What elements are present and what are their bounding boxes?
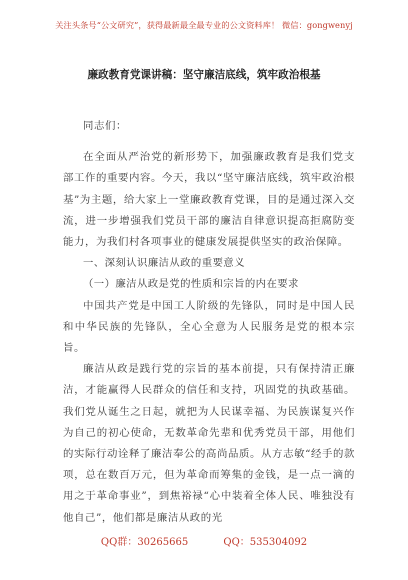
body-paragraph: 中国共产党是中国工人阶级的先锋队，同时是中国人民和中华民族的先锋队，全心全意为人民服务是党的根本宗旨。 [63,299,355,355]
document-title: 廉政教育党课讲稿：坚守廉洁底线，筑牢政治根基 [87,69,321,81]
promo-banner: 关注头条号“公文研究”，获得最新最全最专业的公文资料库！ 微信：gongwenyj [55,20,353,30]
subsection-heading: （一）廉洁从政是党的性质和宗旨的内在要求 [83,278,299,291]
intro-paragraph: 在全面从严治党的新形势下，加强廉政教育是我们党支部工作的重要内容。今天，我以“坚守廉洁底线，筑牢政治根基”为主题，给大家上一堂廉政教育党课，目的是通过深入交流，进一步增强我们党员干部的廉洁自律意识提高拒腐防变能力，为我们村各项事业的健康发展提供坚实的政治保障。 [63,151,355,249]
qq-number: QQ：535304092 [223,537,308,548]
contact-footer [0,537,408,549]
document-body [63,116,355,529]
section-heading: 一、深刻认识廉洁从政的重要意义 [83,257,245,270]
greeting: 同志们： [83,120,127,132]
qq-group-number: QQ群：30265665 [100,537,189,548]
body-paragraph: 廉洁从政是践行党的宗旨的基本前提，只有保持清正廉洁，才能赢得人民群众的信任和支持，巩固党的执政基础。我们党从诞生之日起，就把为人民谋幸福、为民族谋复兴作为自己的初心使命，无数革命先辈和优秀党员干部，用他们的实际行动诠释了廉洁奉公的高尚品质。从方志敏“经手的款项，总在数百万元，但为革命而筹集的金钱，是一点一滴的用之于革命事业”，到焦裕禄“心中装着全体人民、唯独没有他自己”，他们都是廉洁从政的光 [63,363,355,524]
